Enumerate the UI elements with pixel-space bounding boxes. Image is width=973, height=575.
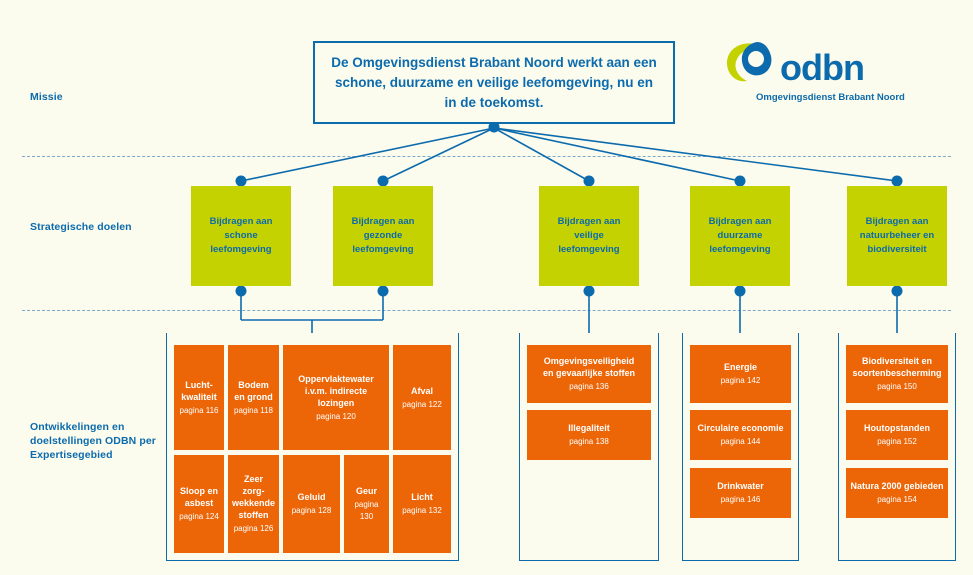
row-label-ontwikkelingen: Ontwikkelingen en doelstellingen ODBN per Expertisegebied	[30, 421, 156, 461]
item-title: Houtopstanden	[864, 423, 930, 433]
item-title: Energie	[723, 362, 757, 372]
item-page: pagina 152	[877, 437, 917, 446]
item-title: Circulaire economie	[697, 423, 784, 433]
item-page: pagina 116	[179, 405, 219, 415]
item-box-sloop-en-asbest[interactable]	[174, 455, 224, 553]
item-title: Afval	[410, 385, 433, 396]
item-box-oppervlaktewater[interactable]	[283, 345, 389, 450]
item-title: Lucht- kwaliteit	[181, 379, 217, 402]
item-page: pagina 138	[569, 437, 609, 446]
mission-box	[313, 41, 675, 124]
item-title: Geluid	[297, 492, 326, 502]
item-page: pagina 154	[877, 495, 917, 504]
item-box-circulaire-economie[interactable]	[690, 410, 791, 460]
row-label-missie: Missie	[30, 91, 63, 103]
item-page: pagina 120	[316, 411, 356, 421]
item-title: Zeer zorg- wekkende stoffen	[231, 474, 276, 520]
item-title: Bodem en grond	[234, 379, 273, 402]
goal-box-natuurbeheer-biodiversiteit	[847, 186, 947, 286]
item-box-afval[interactable]	[393, 345, 451, 450]
goal-box-duurzame-leefomgeving	[690, 186, 790, 286]
item-title: Natura 2000 gebieden	[850, 481, 944, 491]
item-page: pagina 150	[877, 382, 917, 391]
item-page: pagina 144	[720, 437, 761, 446]
item-page: pagina 132	[402, 506, 442, 515]
item-box-licht[interactable]	[393, 455, 451, 553]
item-title: Biodiversiteit en soortenbescherming	[852, 356, 942, 378]
odbn-leaf-icon	[723, 40, 785, 90]
logo-wordmark: odbn	[780, 47, 864, 88]
item-title: Oppervlaktewater i.v.m. indirecte lozingen	[298, 373, 374, 408]
item-box-luchtkwaliteit[interactable]	[174, 345, 224, 450]
divider-missie-strategisch	[22, 156, 951, 157]
item-page: pagina 136	[569, 382, 609, 391]
item-box-energie[interactable]	[690, 345, 791, 403]
item-title: Licht	[411, 492, 433, 502]
item-box-geur[interactable]	[344, 455, 389, 553]
item-title: Illegaliteit	[568, 423, 610, 433]
item-title: Omgevingsveiligheid en gevaarlijke stoffen	[542, 356, 636, 378]
item-title: Geur	[355, 486, 377, 496]
item-page: pagina 128	[291, 506, 332, 515]
goal-text: Bijdragen aan schone leefomgeving	[209, 216, 273, 255]
item-box-houtopstanden[interactable]	[846, 410, 948, 460]
item-title: Drinkwater	[717, 481, 764, 491]
goal-box-schone-leefomgeving	[191, 186, 291, 286]
goal-text: Bijdragen aan veilige leefomgeving	[557, 216, 621, 255]
goal-box-gezonde-leefomgeving	[333, 186, 433, 286]
mission-text: De Omgevingsdienst Brabant Noord werkt aan een schone, duurzame en veilige leefomgeving, nu en in de toekomst.	[331, 54, 657, 110]
item-page: pagina 122	[402, 399, 442, 409]
odbn-logo	[723, 40, 913, 110]
item-page: pagina 142	[720, 376, 761, 385]
item-page: pagina 118	[234, 405, 273, 415]
item-page: pagina 124	[179, 512, 219, 521]
item-box-geluid[interactable]	[283, 455, 340, 553]
item-title: Sloop en asbest	[180, 486, 218, 508]
goal-box-veilige-leefomgeving	[539, 186, 639, 286]
item-box-illegaliteit[interactable]	[527, 410, 651, 460]
divider-strategisch-ontwikkelingen	[22, 310, 951, 311]
item-page: pagina 126	[233, 524, 274, 533]
item-box-bodem-en-grond[interactable]	[228, 345, 279, 450]
goal-text: Bijdragen aan natuurbeheer en biodiversiteit	[859, 216, 935, 255]
item-box-natura-2000-gebieden[interactable]	[846, 468, 948, 518]
item-box-drinkwater[interactable]	[690, 468, 791, 518]
goal-text: Bijdragen aan duurzame leefomgeving	[708, 216, 772, 255]
goal-text: Bijdragen aan gezonde leefomgeving	[351, 216, 415, 255]
item-box-zeer-zorgwekkende-stoffen[interactable]	[228, 455, 279, 553]
row-label-strategische-doelen: Strategische doelen	[30, 221, 132, 233]
item-box-biodiversiteit-soortenbescherming[interactable]	[846, 345, 948, 403]
item-page: pagina 130	[354, 500, 379, 521]
item-box-omgevingsveiligheid[interactable]	[527, 345, 651, 403]
item-page: pagina 146	[720, 495, 761, 504]
logo-subtitle: Omgevingsdienst Brabant Noord	[756, 92, 905, 103]
